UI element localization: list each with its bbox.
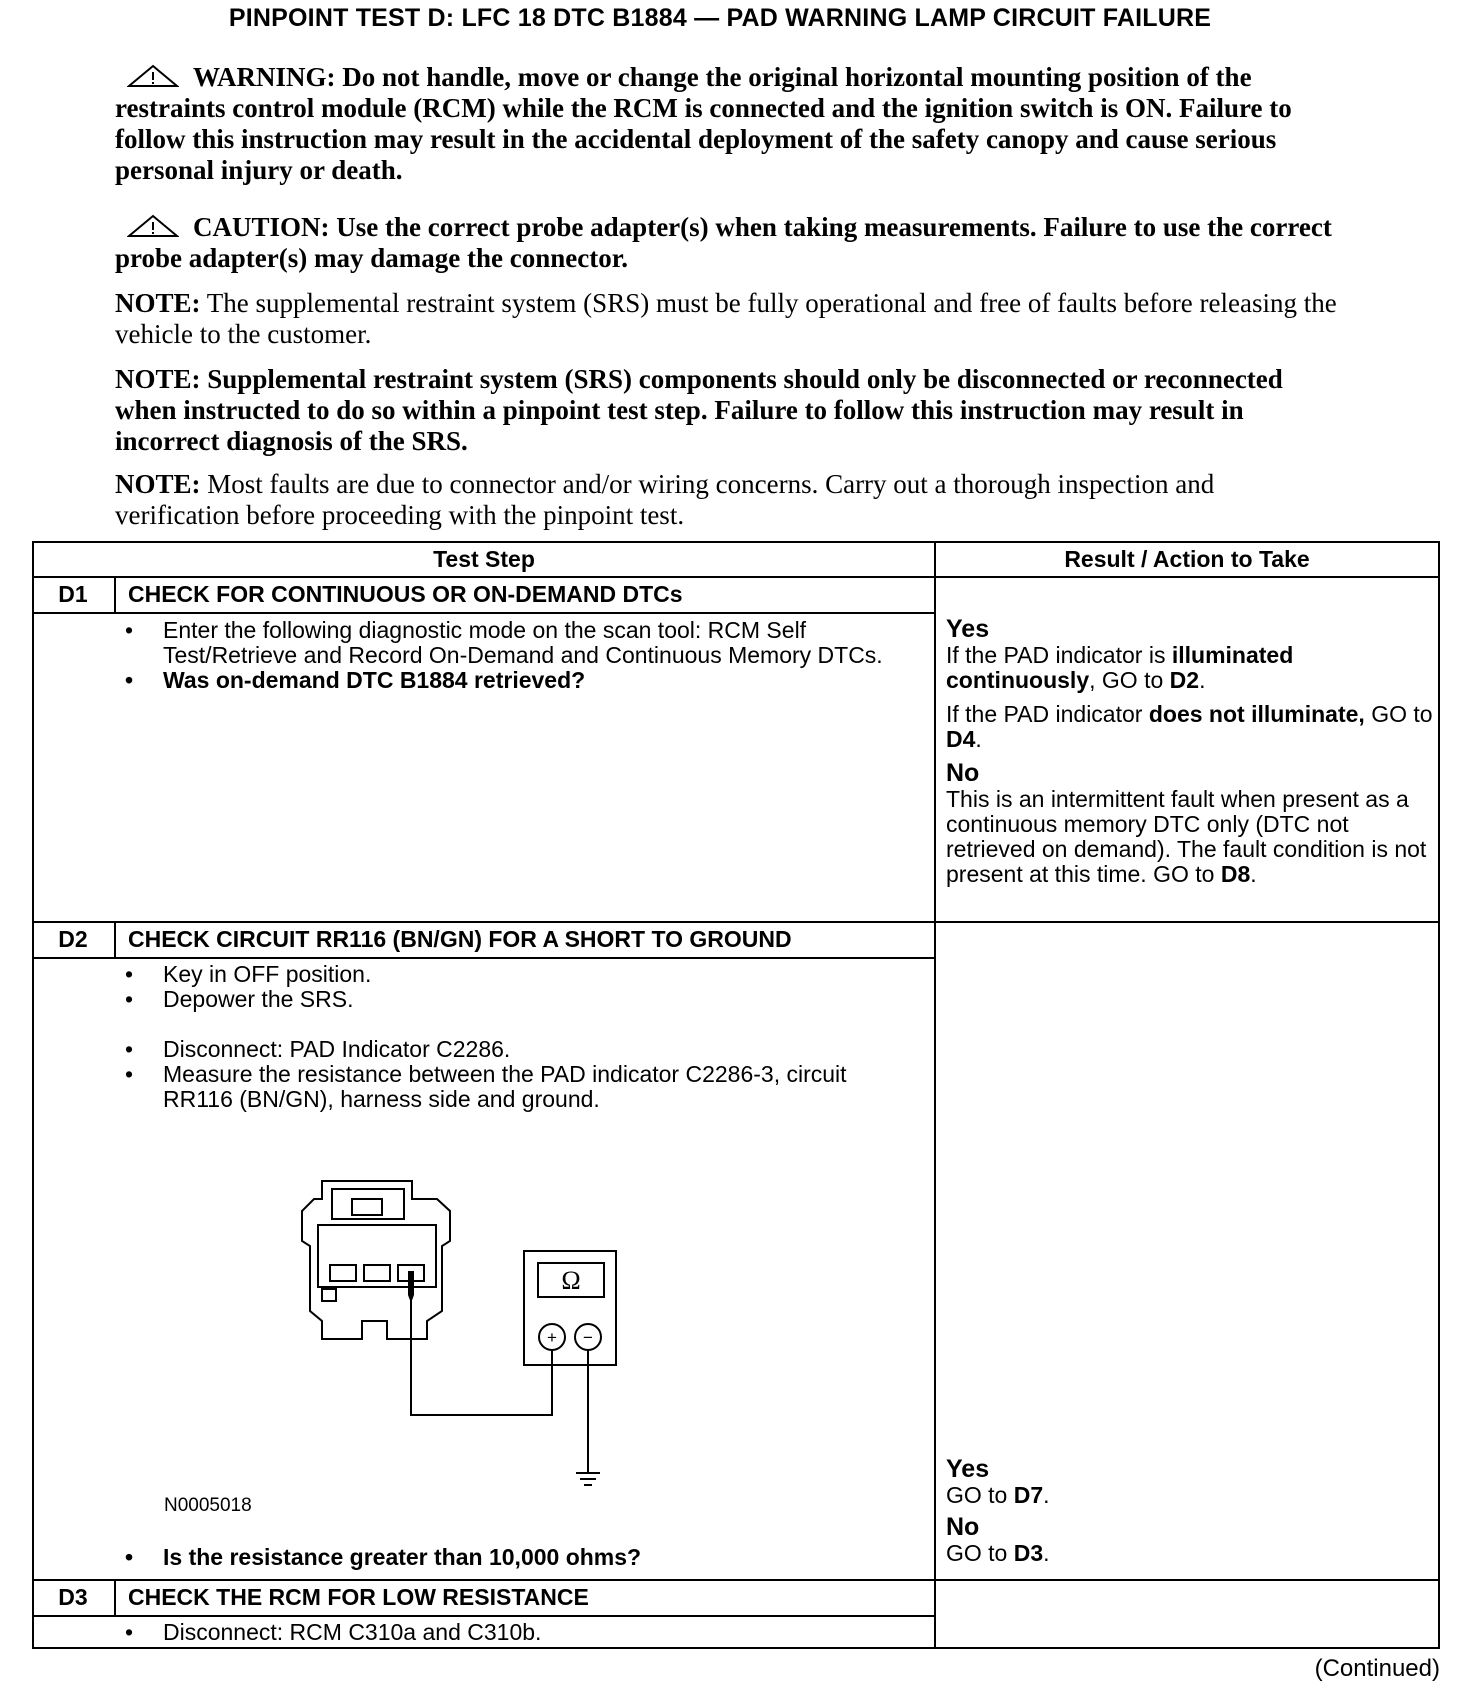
result-no-label: No [946, 1513, 980, 1541]
note-label: NOTE: [115, 288, 201, 318]
step-id-d3: D3 [58, 1584, 88, 1610]
list-item: • Was on-demand DTC B1884 retrieved? [114, 668, 914, 693]
warning-triangle-icon [127, 64, 179, 88]
list-item: • Depower the SRS. [114, 987, 914, 1012]
note-3 [115, 469, 1345, 531]
result-text: This is an intermittent fault when present as a continuous memory DTC only (DTC not retrieved on demand). The fault condition is not present at this time. GO to D8. [946, 786, 1427, 887]
connector-pin-1 [330, 1265, 356, 1281]
connector-body [318, 1225, 436, 1287]
result-yes-label: Yes [946, 1455, 990, 1483]
result-text: GO to D7. [946, 1482, 1050, 1508]
column-header-result: Result / Action to Take [1064, 546, 1310, 572]
warning-triangle-icon [127, 214, 179, 238]
figure-id: N0005018 [164, 1495, 252, 1516]
step-title-d3: CHECK THE RCM FOR LOW RESISTANCE [128, 1584, 589, 1610]
caution-paragraph [115, 212, 1345, 274]
page-title: PINPOINT TEST D: LFC 18 DTC B1884 — PAD WARNING LAMP CIRCUIT FAILURE [228, 4, 1212, 32]
list-item: • Measure the resistance between the PAD indicator C2286-3, circuit RR116 (BN/GN), harness side and ground. [114, 1062, 914, 1112]
list-item: • Is the resistance greater than 10,000 ohms? [114, 1545, 914, 1570]
result-yes-label: Yes [946, 615, 990, 643]
result-text: If the PAD indicator does not illuminate, GO to D4. [946, 701, 1433, 752]
result-no-label: No [946, 759, 980, 787]
note-text: The supplemental restraint system (SRS) must be fully operational and free of faults before releasing the vehicle to the customer. [115, 288, 1337, 349]
connector-latch-tab [352, 1199, 382, 1215]
pinpoint-test-table [32, 541, 1440, 1649]
minus-sign: − [583, 1328, 593, 1347]
list-item: • Key in OFF position. [114, 962, 914, 987]
step-id-d2: D2 [58, 926, 88, 952]
list-item: • Disconnect: RCM C310a and C310b. [114, 1620, 914, 1645]
list-item: • Disconnect: PAD Indicator C2286. [114, 1037, 914, 1062]
go-to-link[interactable]: D2 [1169, 667, 1200, 693]
go-to-link[interactable]: D4 [946, 726, 976, 752]
step-title-d1: CHECK FOR CONTINUOUS OR ON-DEMAND DTCs [128, 581, 683, 607]
note-text: Most faults are due to connector and/or wiring concerns. Carry out a thorough inspection and verification before proceeding with the pinpoint test. [115, 469, 1215, 530]
note-label: NOTE: [115, 364, 201, 394]
caution-text: CAUTION: Use the correct probe adapter(s) when taking measurements. Failure to use the correct probe adapter(s) may damage the connector. [115, 212, 1332, 273]
positive-lead [411, 1286, 552, 1415]
result-text: GO to D3. [946, 1540, 1050, 1566]
note-text: Supplemental restraint system (SRS) components should only be disconnected or reconnected when instructed to do so within a pinpoint test step. Failure to follow this instruction may result in incorrect diagnosis of the SRS. [115, 364, 1283, 456]
column-header-test-step: Test Step [433, 546, 535, 572]
go-to-link[interactable]: D7 [1013, 1482, 1044, 1508]
connector-pin-2 [364, 1265, 390, 1281]
step-question-d2 [114, 1545, 914, 1570]
result-text: If the PAD indicator is illuminated continuously, GO to D2. [946, 642, 1294, 693]
result-d2 [946, 1456, 1436, 1566]
warning-text: WARNING: Do not handle, move or change the original horizontal mounting position of the restraints control module (RCM) while the RCM is connected and the ignition switch is ON. Failure to follow this instruction may result in the accidental deployment of the safety canopy and cause serious personal injury or death. [115, 62, 1292, 185]
continued-label: (Continued) [1314, 1655, 1440, 1682]
connector-housing [302, 1181, 450, 1339]
note-2 [115, 364, 1345, 457]
step-body-d3 [114, 1620, 914, 1645]
connector-key [322, 1289, 336, 1301]
ohm-symbol: Ω [561, 1266, 581, 1295]
step-title-d2: CHECK CIRCUIT RR116 (BN/GN) FOR A SHORT TO GROUND [128, 926, 792, 952]
go-to-link[interactable]: D3 [1013, 1540, 1044, 1566]
plus-sign: + [547, 1328, 557, 1347]
warning-paragraph [115, 62, 1345, 186]
note-label: NOTE: [115, 469, 201, 499]
step-id-d1: D1 [58, 581, 88, 607]
step-body-d1 [114, 618, 914, 693]
probe-tip [408, 1271, 414, 1303]
result-d1 [946, 616, 1436, 887]
connector-ohmmeter-diagram [262, 1161, 682, 1491]
go-to-link[interactable]: D8 [1220, 861, 1251, 887]
list-item: • Enter the following diagnostic mode on the scan tool: RCM Self Test/Retrieve and Record On-Demand and Continuous Memory DTCs. [114, 618, 914, 668]
note-1 [115, 288, 1345, 350]
step-body-d2 [114, 962, 914, 1112]
